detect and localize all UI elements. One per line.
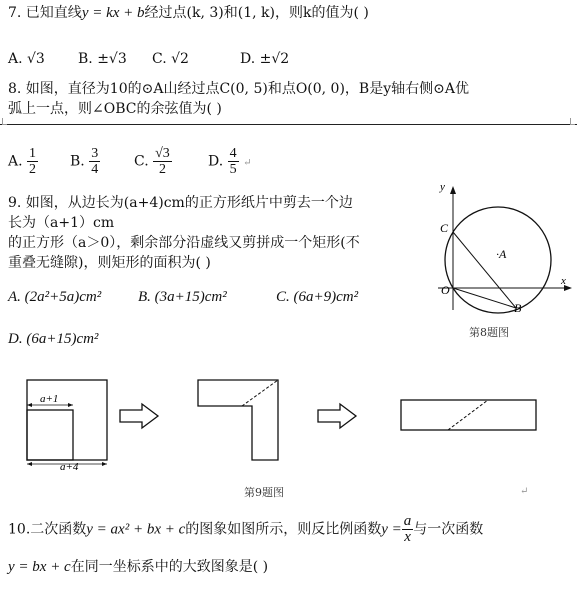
q8-opt-d-den: 5 <box>229 162 237 177</box>
q9-line3: 的正方形（a＞0），剩余部分沿虚线又剪拼成一个矩形(不 <box>8 235 360 251</box>
dim-top-arrow-l <box>27 403 32 407</box>
result-cut <box>448 400 488 430</box>
segment-cb <box>453 232 516 308</box>
q10-stem-b: 的图象如图所示，则反比例函数 <box>185 521 382 538</box>
section-rule <box>0 124 577 125</box>
q9-line2: 长为（a+1）cm <box>8 215 115 231</box>
q8-opt-d-label: D. <box>208 153 224 170</box>
q9-option-d: D. (6a+15)cm² <box>8 331 99 347</box>
q8-figure <box>428 180 573 340</box>
q8-opt-d-num: 4 <box>229 146 237 161</box>
q8-option-b <box>70 146 100 177</box>
q9-line1: 9. 如图，从边长为(a+4)cm的正方形纸片中剪去一个边 <box>8 195 353 211</box>
label-b: B <box>514 301 522 315</box>
q10-linear: y = bx + c <box>8 559 71 575</box>
label-y: y <box>440 181 445 193</box>
dim-bottom-arrow-r <box>102 462 107 466</box>
dim-bottom-arrow-l <box>27 462 32 466</box>
q10-quadratic: y = ax² + bx + c <box>86 521 186 538</box>
margin-mark-right <box>570 118 575 125</box>
q7-option-d: D. ±√2 <box>240 51 290 67</box>
q8-opt-c-label: C. <box>134 153 149 170</box>
q9-option-b: B. (3a+15)cm² <box>138 289 227 305</box>
q10-frac-num: a <box>403 513 412 529</box>
q10-line1 <box>8 514 483 545</box>
l-shape <box>198 380 278 460</box>
label-o: O <box>441 283 450 297</box>
q10-line2 <box>8 558 268 576</box>
dim-top-label: a+1 <box>40 393 59 405</box>
q7-option-c: C. √2 <box>152 51 189 67</box>
q8-opt-c-frac <box>153 146 172 177</box>
l-shape-cut <box>242 380 278 406</box>
q9-line4: 重叠无缝隙)，则矩形的面积为( ) <box>8 255 211 271</box>
q8-figure-caption: 第8题图 <box>469 326 509 339</box>
y-axis-arrow <box>450 186 456 194</box>
q9-figure <box>20 372 540 472</box>
margin-mark-left <box>2 118 7 125</box>
big-square <box>27 380 107 460</box>
label-x: x <box>561 275 566 287</box>
q8-line2: 弧上一点，则∠OBC的余弦值为( ) <box>8 101 222 117</box>
q8-opt-b-frac <box>89 146 100 177</box>
q8-option-c <box>134 146 172 177</box>
arrow-right-2 <box>318 404 356 428</box>
dim-top-arrow-r <box>68 403 73 407</box>
q10-stem-d: 在同一坐标系中的大致图象是( ) <box>70 559 269 575</box>
q7-option-a: A. √3 <box>8 51 45 67</box>
dim-bottom-label: a+4 <box>60 461 79 472</box>
q8-opt-a-den: 2 <box>29 162 37 177</box>
q7-option-b: B. ±√3 <box>78 51 127 67</box>
q10-stem-c: 与一次函数 <box>413 521 484 538</box>
q8-line1: 8. 如图，直径为10的⊙A山经过点C(0, 5)和点O(0, 0)，B是y轴右侧⊙A优 <box>8 81 469 97</box>
q8-opt-c-num: √3 <box>155 146 170 161</box>
q9-figure-caption: 第9题图 <box>244 486 284 499</box>
q9-option-a: A. (2a²+5a)cm² <box>8 289 102 305</box>
q7-stem-b: 经过点(k, 3)和(1, k)，则k的值为( ) <box>144 5 369 21</box>
small-square <box>27 410 73 460</box>
q7-stem-a: 7. 已知直线 <box>8 5 82 21</box>
q8-opt-b-label: B. <box>70 153 85 170</box>
q8-opt-c-den: 2 <box>158 162 166 177</box>
q7-formula: y = kx + b <box>81 5 145 21</box>
q8-opt-a-num: 1 <box>29 146 37 161</box>
q10-frac-den: x <box>404 529 411 545</box>
q8-option-d <box>208 146 251 177</box>
q8-opt-d-frac <box>228 146 239 177</box>
q10-inverse-frac <box>402 514 414 545</box>
q8-option-a <box>8 146 38 177</box>
arrow-right-1 <box>120 404 158 428</box>
segment-ob <box>453 288 516 308</box>
q9-option-c: C. (6a+9)cm² <box>276 289 359 305</box>
label-c: C <box>440 221 449 235</box>
q8-opt-a-frac <box>27 146 38 177</box>
q7-stem <box>8 4 369 22</box>
q10-stem-a: 10.二次函数 <box>8 521 87 538</box>
q8-opt-b-num: 3 <box>91 146 99 161</box>
q8-opt-b-den: 4 <box>91 162 99 177</box>
label-a: ·A <box>496 247 507 261</box>
q10-inverse-y: y = <box>381 521 402 538</box>
paragraph-mark-2: ↵ <box>520 486 529 497</box>
paragraph-mark: ↵ <box>243 157 252 169</box>
q8-opt-a-label: A. <box>8 153 23 170</box>
